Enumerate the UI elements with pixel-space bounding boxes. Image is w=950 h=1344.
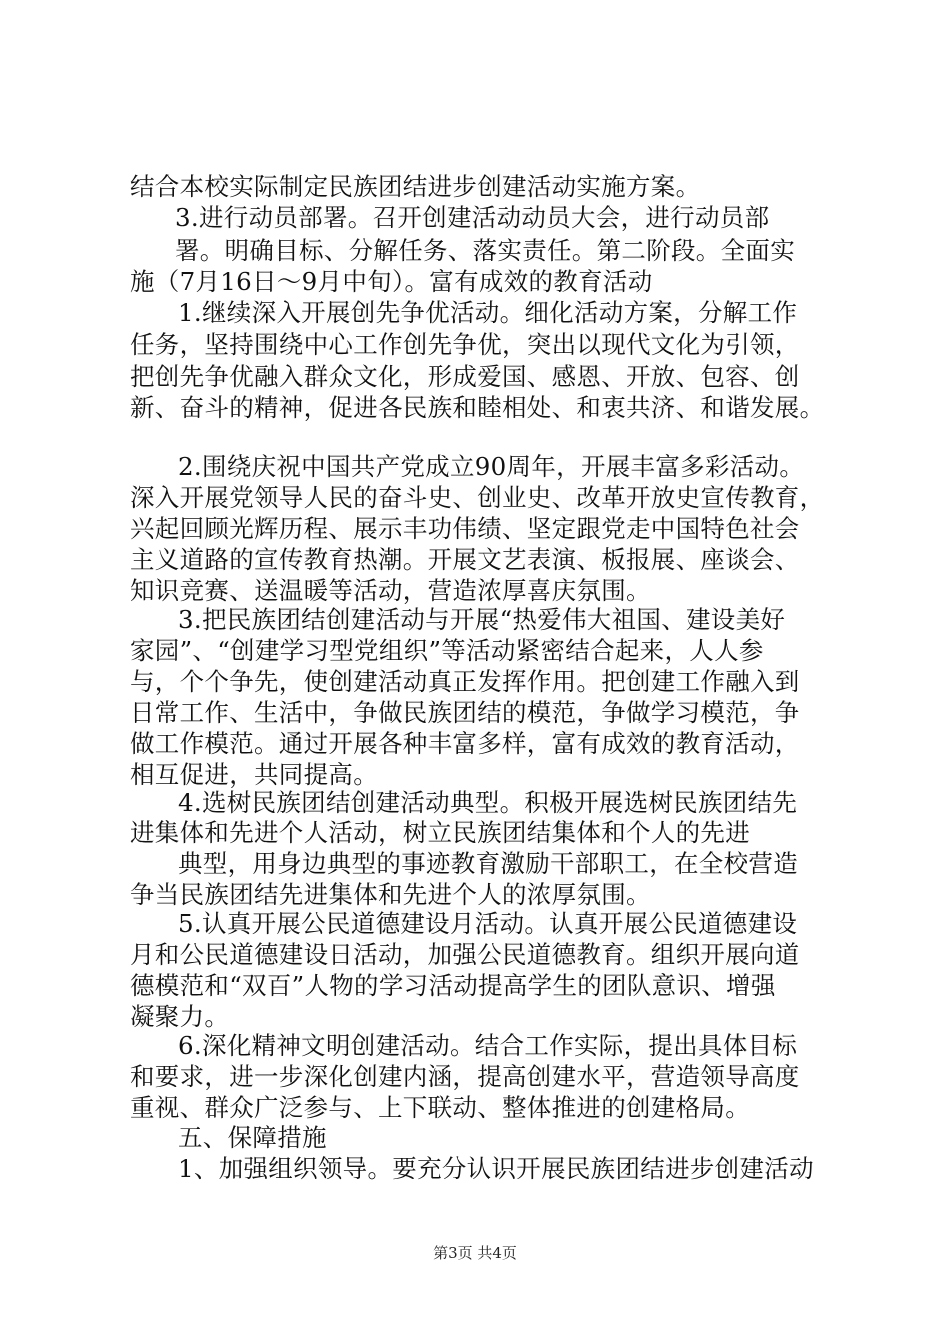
text-line: 3.把民族团结创建活动与开展“热爱伟大祖国、建设美好	[178, 605, 786, 634]
text-line: 3.进行动员部署。召开创建活动动员大会，进行动员部	[175, 203, 770, 232]
text-line: 深入开展党领导人民的奋斗史、创业史、改革开放史宣传教育，	[130, 483, 825, 512]
text-line: 结合本校实际制定民族团结进步创建活动实施方案。	[130, 172, 701, 201]
page-number: 第3页 共4页	[433, 1244, 517, 1262]
text-line: 知识竞赛、送温暖等活动，营造浓厚喜庆氛围。	[130, 576, 651, 605]
text-line: 相互促进，共同提高。	[130, 760, 378, 789]
text-line: 重视、群众广泛参与、上下联动、整体推进的创建格局。	[130, 1093, 750, 1122]
text-line: 和要求，进一步深化创建内涵，提高创建水平，营造领导高度	[130, 1062, 800, 1091]
text-line: 家园”、“创建学习型党组织”等活动紧密结合起来，人人参	[130, 636, 764, 665]
text-line: 任务，坚持围绕中心工作创先争优，突出以现代文化为引领，	[130, 330, 800, 359]
text-line: 典型，用身边典型的事迹教育激励干部职工，在全校营造	[178, 849, 798, 878]
text-line: 月和公民道德建设日活动，加强公民道德教育。组织开展向道	[130, 940, 800, 969]
text-line: 施（7月16日～9月中旬）。富有成效的教育活动	[130, 267, 653, 296]
text-line: 主义道路的宣传教育热潮。开展文艺表演、板报展、座谈会、	[130, 545, 800, 574]
text-line: 1、加强组织领导。要充分认识开展民族团结进步创建活动	[178, 1154, 814, 1183]
text-line: 4.选树民族团结创建活动典型。积极开展选树民族团结先	[178, 788, 798, 817]
text-line: 做工作模范。通过开展各种丰富多样，富有成效的教育活动，	[130, 729, 800, 758]
text-line: 5.认真开展公民道德建设月活动。认真开展公民道德建设	[178, 909, 798, 938]
text-line: 争当民族团结先进集体和先进个人的浓厚氛围。	[130, 880, 651, 909]
section-heading: 五、保障措施	[178, 1123, 327, 1152]
text-line: 凝聚力。	[130, 1002, 230, 1031]
text-line: 兴起回顾光辉历程、展示丰功伟绩、坚定跟党走中国特色社会	[130, 514, 800, 543]
text-line: 2.围绕庆祝中国共产党成立90周年，开展丰富多彩活动。	[178, 452, 805, 481]
text-line: 新、奋斗的精神，促进各民族和睦相处、和衷共济、和谐发展。	[130, 393, 825, 422]
text-line: 6.深化精神文明创建活动。结合工作实际，提出具体目标	[178, 1031, 798, 1060]
text-line: 1.继续深入开展创先争优活动。细化活动方案，分解工作	[178, 298, 798, 327]
text-line: 把创先争优融入群众文化，形成爱国、感恩、开放、包容、创	[130, 362, 800, 391]
text-line: 进集体和先进个人活动，树立民族团结集体和个人的先进	[130, 818, 750, 847]
text-line: 日常工作、生活中，争做民族团结的模范，争做学习模范，争	[130, 698, 800, 727]
text-line: 署。明确目标、分解任务、落实责任。第二阶段。全面实	[175, 236, 795, 265]
text-line: 与，个个争先，使创建活动真正发挥作用。把创建工作融入到	[130, 667, 800, 696]
text-line: 德模范和“双百”人物的学习活动提高学生的团队意识、增强	[130, 971, 776, 1000]
